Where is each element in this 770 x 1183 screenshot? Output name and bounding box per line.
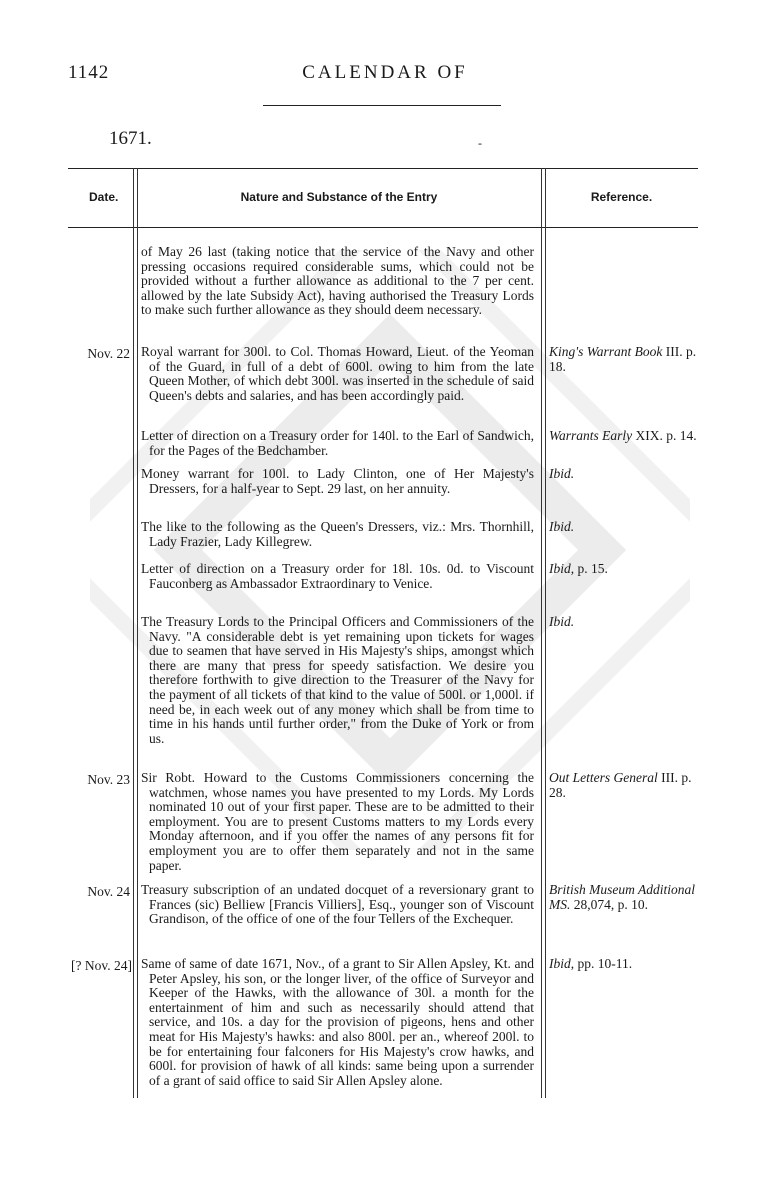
table-top-rule	[68, 168, 698, 169]
entry-text: The like to the following as the Queen's Dressers, viz.: Mrs. Thornhill, Lady Frazier, Lady Killegrew.	[141, 519, 534, 549]
stray-mark: -	[478, 136, 482, 150]
column-header-date: Date.	[89, 190, 119, 204]
entry-reference: Ibid, p. 15.	[549, 561, 608, 576]
entry-date: Nov. 24	[87, 884, 130, 899]
column-header-reference: Reference.	[590, 190, 653, 204]
entry-reference: British Museum Additional MS. 28,074, p. 10.	[549, 882, 696, 912]
entry-reference: Out Letters General III. p. 28.	[549, 770, 692, 800]
column-divider	[133, 168, 134, 1098]
entry-date: Nov. 23	[87, 772, 130, 787]
entry-reference: King's Warrant Book III. p. 18.	[549, 344, 697, 374]
column-divider	[545, 168, 546, 1098]
entry-text: of May 26 last (taking notice that the service of the Navy and other pressing occasions required considerable sums, which could not be provided without a further allowance as additional to the 7 per cent. allowed by the late Subsidy Act), having authorised the Treasury Lords to make such further allowance as they should deem necessary.	[141, 244, 534, 318]
entry-text: Letter of direction on a Treasury order for 18l. 10s. 0d. to Viscount Fauconberg as Ambassador Extraordinary to Venice.	[141, 561, 534, 591]
entry-reference: Ibid.	[549, 519, 575, 534]
table-head-rule	[68, 227, 698, 228]
page-number: 1142	[68, 62, 110, 83]
entry-date: [? Nov. 24]	[71, 958, 132, 973]
entry-text: Sir Robt. Howard to the Customs Commissioners concerning the watchmen, whose names you have presented to my Lords. My Lords nominated 10 out of your first paper. These are to be admitted to their employment. You are to present Customs matters to my Lords every Monday afternoon, and if you offer the names of any persons fit for employment you are to offer them separately and not in the same paper.	[141, 770, 534, 873]
entry-text: Royal warrant for 300l. to Col. Thomas Howard, Lieut. of the Yeoman of the Guard, in full of a debt of 600l. owing to him from the late Queen Mother, of which debt 300l. was inserted in the schedule of said Queen's debts and salaries, and has been accordingly paid.	[141, 344, 534, 403]
entry-reference: Ibid.	[549, 614, 575, 629]
column-header-nature: Nature and Substance of the Entry	[240, 190, 438, 204]
running-title: CALENDAR OF	[302, 62, 468, 83]
entry-text: Same of same of date 1671, Nov., of a grant to Sir Allen Apsley, Kt. and Peter Apsley, his son, or the longer liver, of the office of Surveyor and Keeper of the Hawks, with the allowance of 30l. a month for the entertainment of him and such as necessarily should attend that service, and 10s. a day for the provision of pigeons, hens and other meat for His Majesty's hawks: and also 800l. per an., whereof 200l. to be for entertaining four falconers for His Majesty's crow hawks, and 600l. for provision of hawk of all kinds: same being upon a surrender of a grant of said office to said Sir Allen Apsley alone.	[141, 956, 534, 1088]
entry-reference: Warrants Early XIX. p. 14.	[549, 428, 697, 443]
header-rule	[263, 105, 501, 106]
column-divider	[137, 168, 138, 1098]
entry-date: Nov. 22	[87, 346, 130, 361]
entry-text: The Treasury Lords to the Principal Officers and Commissioners of the Navy. "A considerable debt is yet remaining upon tickets for wages due to seamen that have served in His Majesty's ships, amongst which there are many that press for speedy satisfaction. We desire you therefore forthwith to give direction to the Treasurer of the Navy for the payment of all tickets of that kind to the value of 500l. or 1,000l. if need be, in each week out of any money which shall be from time to time in his hands until further order," from the Duke of York or from us.	[141, 614, 534, 746]
year-heading: 1671.	[109, 128, 152, 149]
entry-reference: Ibid, pp. 10-11.	[549, 956, 633, 971]
entry-reference: Ibid.	[549, 466, 575, 481]
entry-text: Letter of direction on a Treasury order for 140l. to the Earl of Sandwich, for the Pages of the Bedchamber.	[141, 428, 534, 458]
diamond-watermark-icon	[90, 250, 690, 850]
entry-text: Money warrant for 100l. to Lady Clinton, one of Her Majesty's Dressers, for a half-year to Sept. 29 last, on her annuity.	[141, 466, 534, 496]
column-divider	[541, 168, 542, 1098]
entry-text: Treasury subscription of an undated docquet of a reversionary grant to Frances (sic) Belliew [Francis Villiers], Esq., younger son of Viscount Grandison, of the office of one of the four Tellers of the Exchequer.	[141, 882, 534, 927]
